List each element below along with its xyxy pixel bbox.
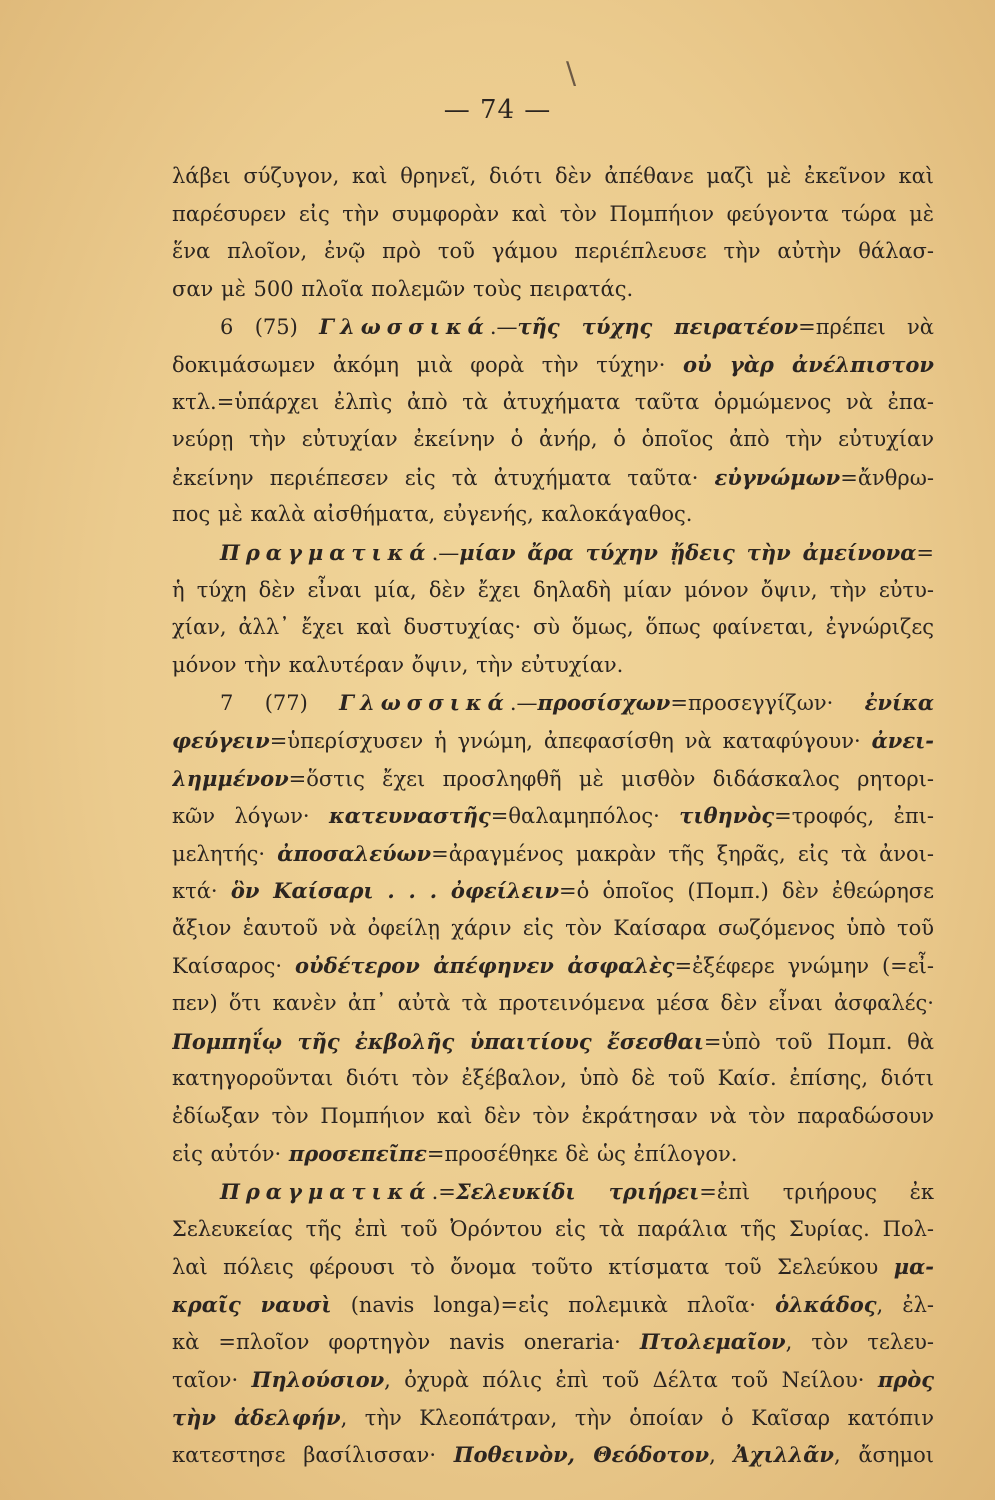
text-line (172, 684, 934, 722)
text-run: .— (431, 540, 460, 565)
text-line (172, 1060, 934, 1098)
emphasis: Πραγματικά (220, 539, 432, 565)
text-run: χίαν, ἀλλ᾽ ἔχει καὶ δυστυχίας· σὺ ὅμως, ὅπως φαίνεται, ἐγνώριζες (172, 615, 934, 640)
text-line (172, 308, 934, 346)
text-run: πος μὲ καλὰ αἰσθήματα, εὐγενής, καλοκάγαθος. (172, 502, 693, 527)
text-run: μελητής· (172, 841, 278, 866)
emphasis: Πομπηΐῳ τῆς ἐκβολῆς ὑπαιτίους ἔσεσθαι (172, 1028, 704, 1054)
text-line (172, 1286, 934, 1324)
text-line (172, 534, 934, 572)
emphasis: κραῖς ναυσὶ (172, 1291, 332, 1317)
emphasis: ἐνίκα (864, 690, 934, 716)
text-run: , ἄσημοι (833, 1443, 934, 1468)
emphasis: τῆς τύχης πειρατέον (517, 314, 799, 340)
text-run: , (709, 1443, 734, 1468)
text-line (172, 1023, 934, 1061)
emphasis: ὁλκάδος (775, 1291, 877, 1317)
text-run: .— (489, 315, 518, 340)
text-run: =ἄνθρω- (840, 465, 934, 490)
text-run: =ὑπερίσχυσεν ἡ γνώμη, ἀπεφασίσθη νὰ καταφύγουν· (269, 728, 872, 753)
text-run: ἐκείνην περιέπεσεν εἰς τὰ ἀτυχήματα ταῦτα· (172, 465, 715, 490)
text-run: νεύρῃ τὴν εὐτυχίαν ἐκείνην ὁ ἀνήρ, ὁ ὁποῖος ἀπὸ τὴν εὐτυχίαν (172, 427, 934, 452)
text-run: ἡ τύχη δὲν εἶναι μία, δὲν ἔχει δηλαδὴ μίαν μόνον ὄψιν, τὴν εὐτυ- (172, 577, 934, 602)
text-run: κατεστησε βασίλισσαν· (172, 1443, 454, 1468)
text-run: =ὁ ὁποῖος (Πομπ.) δὲν ἐθεώρησε (559, 879, 934, 904)
text-line (172, 647, 934, 685)
text-line (172, 1361, 934, 1399)
emphasis: Γλωσσικά (339, 690, 510, 716)
text-run: ταῖον· (172, 1368, 252, 1392)
page-number: — 74 — (443, 95, 552, 125)
text-run: εἰς αὐτόν· (172, 1142, 289, 1167)
text-line (172, 158, 934, 196)
text-run: .= (431, 1180, 456, 1205)
emphasis: μα- (893, 1254, 934, 1280)
text-run: =προσεγγίζων· (670, 691, 865, 716)
emphasis: τιθηνὸς (679, 803, 775, 829)
text-line (172, 496, 934, 534)
emphasis: οὐδέτερον ἀπέφηνεν ἀσφαλὲς (295, 953, 675, 979)
emphasis: ὃν Καίσαρι . . . ὀφείλειν (230, 878, 560, 904)
text-run: =ἐξέφερε γνώμην (=εἶ- (674, 954, 934, 979)
text-run: , τὸν τελευ- (785, 1330, 934, 1355)
text-run: = (916, 540, 934, 565)
text-run: , ἐλ- (876, 1292, 934, 1317)
emphasis: προσεπεῖπε (288, 1141, 427, 1167)
emphasis: ἀνει- (871, 727, 934, 753)
text-run: κτλ.=ὑπάρχει ἐλπὶς ἀπὸ τὰ ἀτυχήματα ταῦτα ὁρμώμενος νὰ ἐπα- (172, 389, 934, 414)
text-line (172, 384, 934, 422)
text-run: ἐδίωξαν τὸν Πομπήιον καὶ δὲν τὸν ἐκράτησαν νὰ τὸν παραδώσουν (172, 1103, 934, 1128)
text-run: κτά· (172, 879, 231, 904)
text-line (172, 572, 934, 610)
text-run: =ὅστις ἔχει προσληφθῆ μὲ μισθὸν διδάσκαλος ρητορι- (288, 766, 934, 791)
text-line (172, 421, 934, 459)
emphasis: Πηλούσιον (251, 1367, 385, 1392)
text-run: 7 (77) (220, 691, 340, 716)
text-line (172, 1323, 934, 1361)
text-line (172, 797, 934, 835)
text-run: κατηγοροῦνται διότι τὸν ἐξέβαλον, ὑπὸ δὲ τοῦ Καίσ. ἐπίσης, διότι (172, 1066, 934, 1091)
text-line (172, 1436, 934, 1474)
emphasis: οὐ γὰρ ἀνέλπιστον (683, 351, 934, 377)
emphasis: μίαν ἄρα τύχην ᾔδεις τὴν ἀμείνονα (459, 539, 917, 565)
text-line (172, 459, 934, 497)
text-run: =πρέπει νὰ (798, 315, 934, 340)
emphasis: προσίσχων (537, 690, 671, 716)
emphasis: κατευναστῆς (329, 803, 491, 829)
text-line (172, 1399, 934, 1437)
text-run: (navis longa)=εἰς πολεμικὰ πλοῖα· (331, 1292, 776, 1317)
emphasis: Σελευκίδι τριήρει (455, 1179, 700, 1205)
emphasis: Ποθεινὸν, Θεόδοτον (453, 1442, 710, 1468)
text-line (172, 872, 934, 910)
text-line (172, 271, 934, 309)
text-run: , τὴν Κλεοπάτραν, τὴν ὁποίαν ὁ Καῖσαρ κατόπιν (340, 1405, 934, 1430)
text-run: λαὶ πόλεις φέρουσι τὸ ὄνομα τοῦτο κτίσματα τοῦ Σελεύκου (172, 1255, 894, 1280)
text-run: =ἐπὶ τριήρους ἐκ (699, 1180, 934, 1205)
text-run: =τροφός, ἐπι- (774, 804, 934, 829)
text-line (172, 1173, 934, 1211)
text-run: λάβει σύζυγον, καὶ θρηνεῖ, διότι δὲν ἀπέθανε μαζὶ μὲ ἐκεῖνον καὶ (172, 164, 934, 188)
text-run: παρέσυρεν εἰς τὴν συμφορὰν καὶ τὸν Πομπήιον φεύγοντα τώρα μὲ (172, 201, 934, 226)
text-line (172, 346, 934, 384)
text-run: πεν) ὅτι κανὲν ἀπ᾽ αὐτὰ τὰ προτεινόμενα μέσα δὲν εἶναι ἀσφαλές· (172, 991, 934, 1016)
text-run: Καίσαρος· (172, 954, 295, 979)
emphasis: ἀποσαλεύων (277, 840, 432, 866)
text-run: , ὀχυρὰ πόλις ἐπὶ τοῦ Δέλτα τοῦ Νείλου· (384, 1368, 878, 1392)
text-line (172, 196, 934, 234)
text-run: =θαλαμηπόλος· (490, 804, 680, 829)
emphasis: Πτολεμαῖον (639, 1329, 786, 1355)
text-line (172, 609, 934, 647)
text-line (172, 947, 934, 985)
emphasis: Ἀχιλλᾶν (733, 1442, 834, 1468)
text-line (172, 910, 934, 948)
text-line (172, 1098, 934, 1136)
emphasis: εὐγνώμων (714, 464, 841, 490)
text-run: σαν μὲ 500 πλοῖα πολεμῶν τοὺς πειρατάς. (172, 276, 634, 301)
emphasis: τὴν ἀδελφήν (172, 1404, 341, 1430)
emphasis: πρὸς (877, 1367, 934, 1392)
text-run: ἕνα πλοῖον, ἐνῷ πρὸ τοῦ γάμου περιέπλευσε τὴν αὐτὴν θάλασ- (172, 239, 934, 264)
text-line (172, 1135, 934, 1173)
text-run: .— (509, 691, 538, 716)
text-run: =ἀραγμένος μακρὰν τῆς ξηρᾶς, εἰς τὰ ἀνοι- (431, 841, 934, 866)
text-line (172, 985, 934, 1023)
text-run: δοκιμάσωμεν ἀκόμη μιὰ φορὰ τὴν τύχην· (172, 352, 684, 377)
text-run: =προσέθηκε δὲ ὡς ἐπίλογον. (426, 1142, 738, 1167)
text-line (172, 1211, 934, 1249)
text-line (172, 760, 934, 798)
emphasis: λημμένον (172, 765, 289, 791)
text-run: 6 (75) (220, 315, 320, 340)
emphasis: Γλωσσικά (319, 314, 490, 340)
text-run: κὰ =πλοῖον φορτηγὸν navis oneraria· (172, 1330, 640, 1355)
emphasis: φεύγειν (172, 727, 270, 753)
text-line (172, 1248, 934, 1286)
text-line (172, 233, 934, 271)
text-line (172, 722, 934, 760)
text-run: Σελευκείας τῆς ἐπὶ τοῦ Ὀρόντου εἰς τὰ παράλια τῆς Συρίας. Πολ- (172, 1216, 934, 1241)
text-run: κῶν λόγων· (172, 804, 330, 829)
text-run: =ὑπὸ τοῦ Πομπ. θὰ (703, 1029, 934, 1054)
body-text (172, 158, 934, 1474)
text-run: μόνον τὴν καλυτέραν ὄψιν, τὴν εὐτυχίαν. (172, 652, 624, 677)
text-line (172, 835, 934, 873)
margin-mark: \ (566, 56, 577, 91)
emphasis: Πραγματικά (220, 1179, 432, 1205)
text-run: ἄξιον ἑαυτοῦ νὰ ὀφείλῃ χάριν εἰς τὸν Καίσαρα σωζόμενος ὑπὸ τοῦ (172, 915, 934, 940)
